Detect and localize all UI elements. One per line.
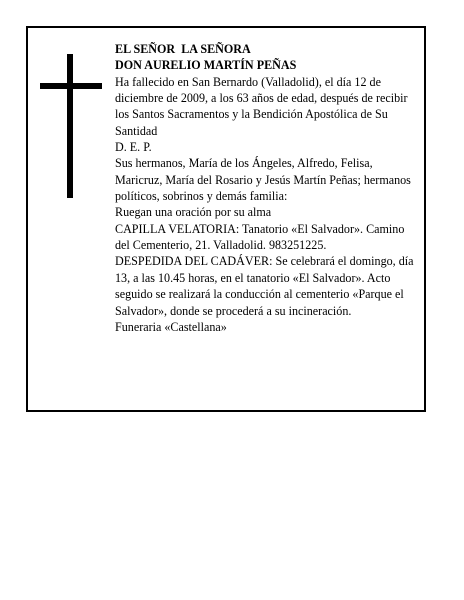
cross-vertical-bar [67, 54, 73, 198]
obituary-notice [26, 26, 426, 412]
death-announcement: Ha fallecido en San Bernardo (Valladolid), el día 12 de diciembre de 2009, a los 63 años de edad, después de recibir los Santos Sacramentos y la Bendición Apostólica de Su Santidad [115, 74, 408, 138]
notice-text [115, 41, 421, 335]
heading-line-1: EL SEÑOR LA SEÑORA [115, 42, 251, 56]
funeral-home: Funeraria «Castellana» [115, 319, 227, 334]
deceased-name: DON AURELIO MARTÍN PEÑAS [115, 58, 297, 73]
family-list: Sus hermanos, María de los Ángeles, Alfredo, Felisa, Maricruz, María del Rosario y Jesús Martín Peñas; hermanos políticos, sobrinos y demás familia: [115, 156, 411, 204]
cross-icon [40, 54, 102, 198]
cross-horizontal-bar [40, 83, 102, 89]
chapel-info: CAPILLA VELATORIA: Tanatorio «El Salvador». Camino del Cementerio, 21. Valladolid. 983251225. [115, 221, 405, 253]
dep-line: D. E. P. [115, 140, 152, 155]
farewell-info: DESPEDIDA DEL CADÁVER: Se celebrará el domingo, día 13, a las 10.45 horas, en el tanatorio «El Salvador». Acto seguido se realizará la conducción al cementerio «Parque el Salvador», donde se procederá a su incineración. [115, 254, 414, 318]
prayer-request: Ruegan una oración por su alma [115, 205, 272, 220]
